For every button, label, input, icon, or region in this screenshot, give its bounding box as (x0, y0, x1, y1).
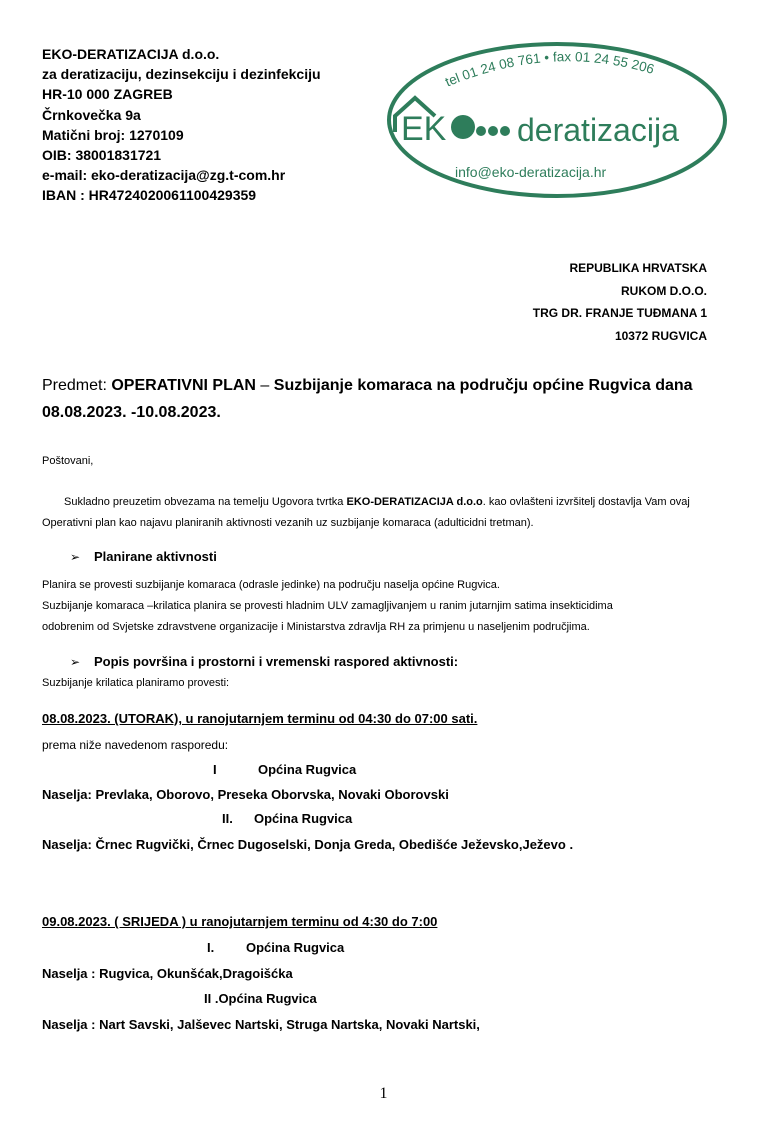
day-1-group-1-number: I (213, 762, 217, 777)
company-logo (385, 40, 730, 200)
day-1-group-2-settlements: Naselja: Črnec Rugvički, Črnec Dugoselski, Donja Greda, Obedišće Ježevsko,Ježevo . (42, 837, 574, 852)
section-schedule-heading (70, 654, 458, 669)
page-number: 1 (379, 1085, 388, 1102)
logo-brand-suffix: deratizacija (517, 112, 679, 148)
day-2-group-1-number: I. (207, 940, 215, 955)
intro-company: EKO-DERATIZACIJA d.o.o (346, 496, 483, 508)
company-oib: OIB: 38001831721 (42, 147, 162, 164)
day-1-date: 08.08.2023. (UTORAK), u ranojutarnjem terminu od 04:30 do 07:00 sati. (42, 711, 478, 726)
day-2-group-1-settlements: Naselja : Rugvica, Okunšćak,Dragoišćka (42, 966, 293, 981)
intro-part-1: Sukladno preuzetim obvezama na temelju Ugovora tvrtka (64, 496, 347, 508)
day-1-group-1-settlements: Naselja: Prevlaka, Oborovo, Preseka Oborvska, Novaki Oborovski (42, 787, 449, 802)
subject-dash: – (255, 377, 274, 394)
section-2-line-1: Suzbijanje krilatica planiramo provesti: (42, 677, 230, 689)
company-iban: IBAN : HR4724020061100429359 (42, 187, 257, 204)
day-1-group-2-number: II. (222, 811, 233, 826)
section-1-line-2: Suzbijanje komaraca –krilatica planira se provesti hladnim ULV zamagljivanjem u ranim jutarnjim satima insekticidima (42, 600, 613, 612)
day-2-date: 09.08.2023. ( SRIJEDA ) u ranojutarnjem terminu od 4:30 do 7:00 (42, 914, 438, 929)
company-header (42, 44, 321, 206)
section-1-title: Planirane aktivnosti (94, 549, 217, 564)
subject-label: Predmet: (42, 377, 112, 394)
day-1-group-1-name: Općina Rugvica (258, 762, 357, 777)
day-2-group-2-label: II .Općina Rugvica (204, 991, 317, 1006)
company-description: za deratizaciju, dezinsekciju i dezinfekciju (42, 66, 321, 83)
logo-brand-prefix: EK (401, 110, 447, 148)
recipient-line-3: TRG DR. FRANJE TUĐMANA 1 (532, 306, 707, 321)
company-registration-number: Matični broj: 1270109 (42, 126, 184, 143)
section-1-line-1: Planira se provesti suzbijanje komaraca (odrasle jedinke) na području naselja općine Rugvica. (42, 579, 500, 591)
logo-email: info@eko-deratizacija.hr (455, 164, 607, 180)
day-1-subtitle: prema niže navedenom rasporedu: (42, 738, 229, 752)
company-street: Črnkovečka 9a (42, 106, 141, 123)
section-1-line-3: odobrenim od Svjetske zdravstvene organizacije i Ministarstva zdravlja RH za primjenu u naseljenim područjima. (42, 621, 590, 633)
recipient-address (533, 257, 707, 347)
arrow-bullet-icon: ➢ (70, 655, 81, 669)
recipient-line-1: REPUBLIKA HRVATSKA (569, 261, 707, 275)
company-city: HR-10 000 ZAGREB (42, 86, 173, 103)
recipient-line-2: RUKOM D.O.O. (621, 283, 707, 298)
subject-line (42, 372, 722, 426)
section-2-title: Popis površina i prostorni i vremenski raspored aktivnosti: (94, 654, 459, 669)
subject-rest: Suzbijanje komaraca na području općine Rugvica dana 08.08.2023. -10.08.2023. (42, 377, 693, 421)
company-name: EKO-DERATIZACIJA d.o.o. (42, 46, 220, 62)
day-2-group-2-settlements: Naselja : Nart Savski, Jalševec Nartski, Struga Nartska, Novaki Nartski, (42, 1017, 480, 1032)
intro-part-2: . kao ovlašteni izvršitelj dostavlja Vam ovaj Operativni plan kao najavu planiranih aktivnosti vezanih uz suzbijanje komaraca (adulticidni tretman). (42, 496, 690, 529)
subject-title: OPERATIVNI PLAN (111, 377, 256, 394)
logo-dot-large (451, 115, 475, 139)
greeting: Poštovani, (42, 455, 94, 467)
day-1-group-2-name: Općina Rugvica (254, 811, 353, 826)
intro-paragraph (42, 492, 732, 534)
day-2-group-1-name: Općina Rugvica (246, 940, 345, 955)
company-email: e-mail: eko-deratizacija@zg.t-com.hr (42, 167, 286, 184)
section-planned-activities-heading (70, 549, 217, 564)
logo-phone: tel 01 24 08 761 • fax 01 24 55 206 (442, 49, 656, 90)
arrow-bullet-icon: ➢ (70, 550, 81, 564)
recipient-line-4: 10372 RUGVICA (614, 328, 707, 343)
